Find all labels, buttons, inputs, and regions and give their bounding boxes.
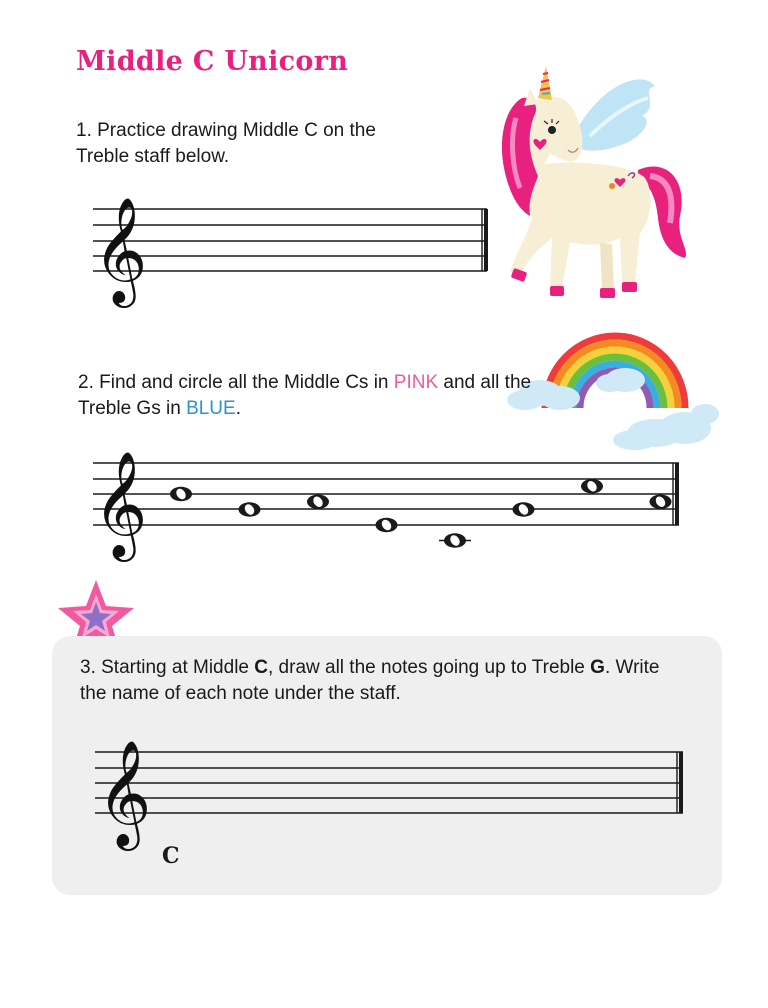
question-1-text: 1. Practice drawing Middle C on the Treble staff below. — [76, 120, 376, 167]
whole-note[interactable] — [170, 487, 192, 501]
whole-note[interactable] — [376, 518, 398, 532]
q3-part1: 3. Starting at Middle — [80, 657, 255, 678]
treble-clef-icon: 𝄞 — [93, 450, 148, 557]
q3-part3: . Write the name of each note under the staff. — [80, 657, 660, 704]
q2-suffix: . — [235, 398, 241, 419]
staff-1[interactable] — [93, 195, 493, 303]
q2-middle: and all the Treble Gs in — [78, 372, 532, 419]
note-label-c: C — [162, 843, 180, 869]
pink-word: PINK — [393, 372, 439, 393]
q2-prefix: 2. Find and circle all the Middle Cs in — [78, 372, 394, 393]
whole-note[interactable] — [307, 495, 329, 509]
treble-clef-icon: 𝄞 — [93, 196, 148, 303]
staff-3[interactable] — [95, 736, 695, 846]
whole-note[interactable] — [581, 479, 603, 493]
whole-note[interactable] — [650, 495, 672, 509]
staff-2[interactable] — [93, 445, 693, 555]
whole-note[interactable] — [513, 502, 535, 516]
q3-part2: , draw all the notes going up to Treble — [268, 657, 591, 678]
whole-note[interactable] — [439, 533, 471, 547]
page-title: Middle C Unicorn — [76, 46, 349, 77]
treble-clef-icon: 𝄞 — [97, 739, 152, 846]
q3-bold-c: C — [254, 657, 268, 678]
question-3-text — [80, 655, 680, 707]
blue-word: BLUE — [186, 398, 236, 419]
q3-bold-g: G — [590, 657, 605, 678]
question-2-text — [78, 370, 548, 422]
whole-note[interactable] — [239, 502, 261, 516]
unicorn-icon — [490, 58, 720, 308]
